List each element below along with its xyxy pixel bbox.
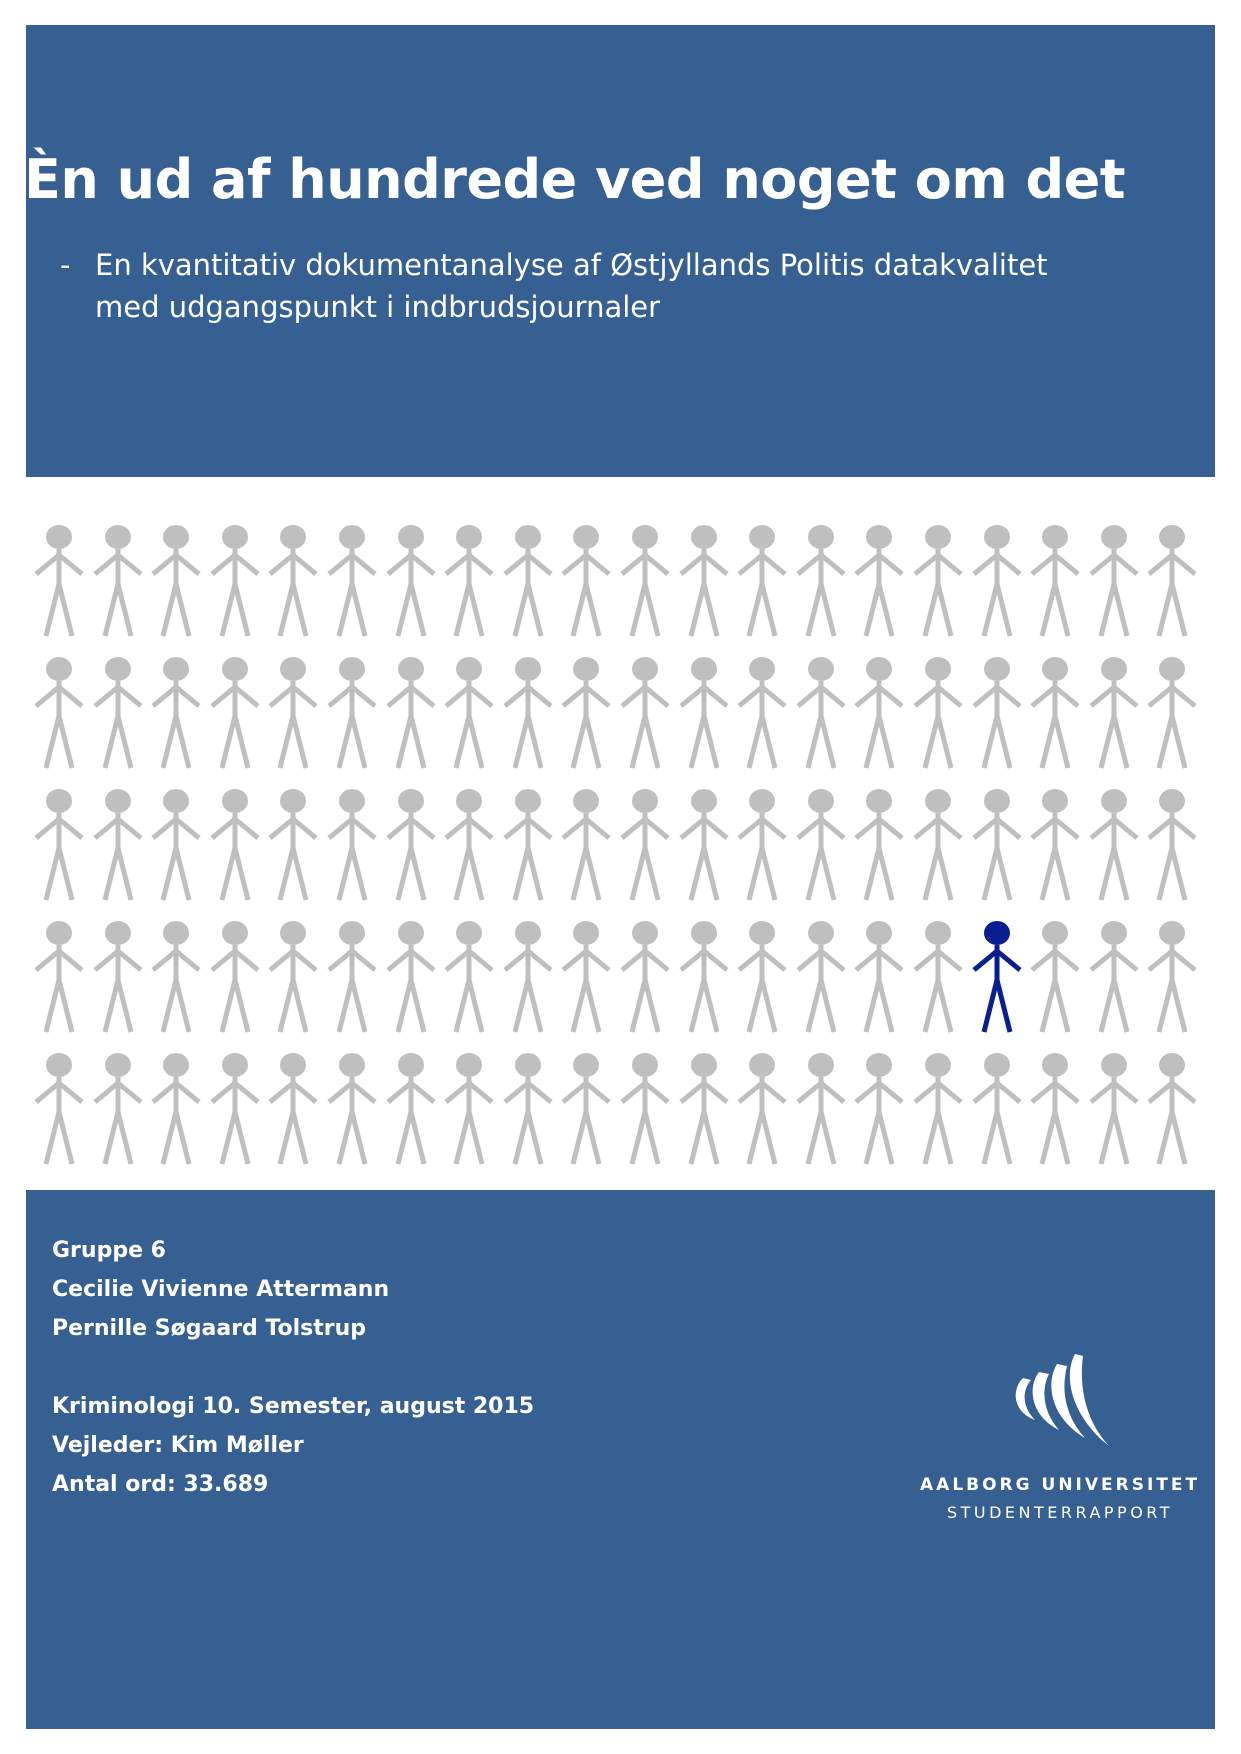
person-icon (147, 788, 205, 902)
person-icon (89, 788, 147, 902)
aau-wave-logo-icon (1005, 1350, 1115, 1450)
person-icon (440, 656, 498, 770)
person-icon (1085, 524, 1143, 638)
report-subtitle (60, 244, 1180, 328)
person-icon (264, 920, 322, 1034)
person-icon (206, 524, 264, 638)
person-icon (440, 920, 498, 1034)
person-icon (1026, 656, 1084, 770)
person-icon (264, 788, 322, 902)
person-icon (206, 920, 264, 1034)
person-icon (733, 524, 791, 638)
person-icon (616, 920, 674, 1034)
person-icon (792, 920, 850, 1034)
person-icon (557, 788, 615, 902)
person-icon (440, 1052, 498, 1166)
person-icon (382, 920, 440, 1034)
person-icon (909, 656, 967, 770)
person-icon (1085, 656, 1143, 770)
person-icon (499, 1052, 557, 1166)
person-icon (557, 656, 615, 770)
person-icon (147, 656, 205, 770)
person-icon (1143, 920, 1201, 1034)
report-title: Èn ud af hundrede ved noget om det (24, 148, 1126, 211)
person-icon (792, 524, 850, 638)
university-name: AALBORG UNIVERSITET (920, 1475, 1201, 1495)
person-icon (733, 920, 791, 1034)
person-icon (440, 788, 498, 902)
person-icon (1026, 1052, 1084, 1166)
person-icon (499, 524, 557, 638)
person-icon (382, 656, 440, 770)
person-icon (382, 524, 440, 638)
person-icon (89, 920, 147, 1034)
person-icon (147, 524, 205, 638)
person-icon (850, 524, 908, 638)
word-count-label: Antal ord: 33.689 (52, 1472, 269, 1497)
person-icon (323, 920, 381, 1034)
subtitle-dash: - (60, 248, 71, 282)
person-icon (850, 788, 908, 902)
person-icon (909, 1052, 967, 1166)
person-icon (1026, 788, 1084, 902)
person-icon (557, 920, 615, 1034)
person-icon (147, 920, 205, 1034)
highlighted-person-icon (968, 920, 1026, 1034)
person-icon (968, 788, 1026, 902)
person-icon (733, 788, 791, 902)
person-icon (909, 788, 967, 902)
person-icon (30, 1052, 88, 1166)
person-icon (557, 524, 615, 638)
person-icon (30, 656, 88, 770)
author-2: Pernille Søgaard Tolstrup (52, 1316, 367, 1341)
person-icon (733, 656, 791, 770)
person-icon (675, 1052, 733, 1166)
person-icon (89, 524, 147, 638)
person-icon (616, 524, 674, 638)
person-icon (968, 1052, 1026, 1166)
person-icon (323, 788, 381, 902)
person-icon (616, 788, 674, 902)
person-icon (1026, 920, 1084, 1034)
person-icon (264, 1052, 322, 1166)
person-icon (89, 656, 147, 770)
person-icon (909, 920, 967, 1034)
supervisor-label: Vejleder: Kim Møller (52, 1433, 304, 1458)
person-icon (499, 920, 557, 1034)
person-icon (206, 1052, 264, 1166)
person-icon (733, 1052, 791, 1166)
person-icon (30, 920, 88, 1034)
people-pictogram (30, 524, 1210, 1176)
person-icon (1143, 656, 1201, 770)
person-icon (323, 524, 381, 638)
person-icon (264, 656, 322, 770)
person-icon (499, 656, 557, 770)
person-icon (968, 656, 1026, 770)
person-icon (968, 524, 1026, 638)
person-icon (792, 788, 850, 902)
group-label: Gruppe 6 (52, 1238, 166, 1263)
person-icon (616, 656, 674, 770)
person-icon (792, 656, 850, 770)
person-icon (1143, 1052, 1201, 1166)
person-icon (850, 920, 908, 1034)
person-icon (557, 1052, 615, 1166)
person-icon (1143, 524, 1201, 638)
author-1: Cecilie Vivienne Attermann (52, 1277, 390, 1302)
person-icon (440, 524, 498, 638)
person-icon (675, 788, 733, 902)
person-icon (616, 1052, 674, 1166)
person-icon (1026, 524, 1084, 638)
person-icon (30, 788, 88, 902)
person-icon (1085, 788, 1143, 902)
person-icon (89, 1052, 147, 1166)
person-icon (206, 656, 264, 770)
course-label: Kriminologi 10. Semester, august 2015 (52, 1394, 535, 1419)
person-icon (675, 920, 733, 1034)
person-icon (147, 1052, 205, 1166)
person-icon (382, 1052, 440, 1166)
person-icon (675, 656, 733, 770)
person-icon (850, 656, 908, 770)
person-icon (792, 1052, 850, 1166)
person-icon (499, 788, 557, 902)
person-icon (206, 788, 264, 902)
report-type: STUDENTERRAPPORT (946, 1503, 1174, 1522)
person-icon (1085, 920, 1143, 1034)
person-icon (1085, 1052, 1143, 1166)
person-icon (264, 524, 322, 638)
person-icon (850, 1052, 908, 1166)
person-icon (909, 524, 967, 638)
person-icon (382, 788, 440, 902)
subtitle-line-1: En kvantitativ dokumentanalyse af Østjyllands Politis datakvalitet (95, 248, 1048, 282)
person-icon (323, 1052, 381, 1166)
info-banner (26, 1190, 1215, 1729)
subtitle-line-2: med udgangspunkt i indbrudsjournaler (95, 290, 661, 324)
person-icon (30, 524, 88, 638)
person-icon (1143, 788, 1201, 902)
person-icon (323, 656, 381, 770)
person-icon (675, 524, 733, 638)
